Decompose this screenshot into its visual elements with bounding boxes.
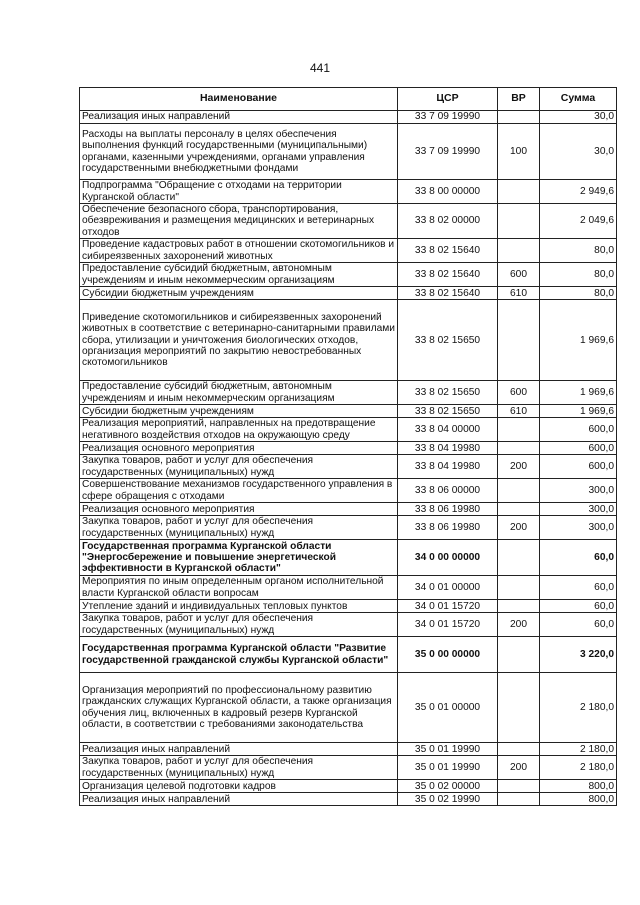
row-vr: 600 — [498, 263, 540, 287]
row-csr: 33 8 04 19980 — [398, 455, 498, 479]
row-vr — [498, 479, 540, 503]
row-sum: 2 180,0 — [540, 756, 617, 780]
row-csr: 33 7 09 19990 — [398, 124, 498, 180]
row-sum: 2 180,0 — [540, 743, 617, 756]
row-csr: 35 0 02 19990 — [398, 793, 498, 806]
row-sum: 60,0 — [540, 540, 617, 576]
row-name: Закупка товаров, работ и услуг для обеспечения государственных (муниципальных) нужд — [80, 455, 398, 479]
table-row — [80, 418, 617, 442]
row-sum: 60,0 — [540, 613, 617, 637]
row-name: Реализация основного мероприятия — [80, 442, 398, 455]
row-name: Обеспечение безопасного сбора, транспортирования, обезвреживания и размещения медицинских и ветеринарных отходов — [80, 204, 398, 239]
row-sum: 600,0 — [540, 418, 617, 442]
row-vr: 610 — [498, 405, 540, 418]
row-csr: 35 0 02 00000 — [398, 780, 498, 793]
row-name: Предоставление субсидий бюджетным, автономным учреждениям и иным некоммерческим организациям — [80, 263, 398, 287]
table-row — [80, 516, 617, 540]
row-vr — [498, 442, 540, 455]
table-row — [80, 455, 617, 479]
row-sum: 800,0 — [540, 780, 617, 793]
row-csr: 33 8 06 19980 — [398, 516, 498, 540]
header-name: Наименование — [80, 88, 398, 111]
table-row — [80, 442, 617, 455]
table-row — [80, 743, 617, 756]
row-vr — [498, 637, 540, 673]
row-vr — [498, 600, 540, 613]
row-name: Субсидии бюджетным учреждениям — [80, 287, 398, 300]
table-row — [80, 637, 617, 673]
row-name: Организация целевой подготовки кадров — [80, 780, 398, 793]
row-vr — [498, 793, 540, 806]
row-csr: 33 8 02 15640 — [398, 287, 498, 300]
row-name: Совершенствование механизмов государственного управления в сфере обращения с отходами — [80, 479, 398, 503]
row-csr: 33 7 09 19990 — [398, 111, 498, 124]
row-sum: 80,0 — [540, 263, 617, 287]
row-name: Субсидии бюджетным учреждениям — [80, 405, 398, 418]
table-row — [80, 405, 617, 418]
row-vr — [498, 418, 540, 442]
row-csr: 35 0 01 19990 — [398, 756, 498, 780]
row-name: Реализация иных направлений — [80, 743, 398, 756]
table-row — [80, 576, 617, 600]
row-sum: 80,0 — [540, 287, 617, 300]
row-vr — [498, 780, 540, 793]
row-sum: 60,0 — [540, 576, 617, 600]
row-name: Организация мероприятий по профессиональному развитию гражданских служащих Курганской области, а также организация обучения лиц, включенных в кадровый резерв Курганской области, в соответствии с требованиями законодательства — [80, 673, 398, 743]
row-csr: 33 8 00 00000 — [398, 180, 498, 204]
row-sum: 80,0 — [540, 239, 617, 263]
row-csr: 34 0 01 15720 — [398, 613, 498, 637]
table-row — [80, 287, 617, 300]
row-name: Закупка товаров, работ и услуг для обеспечения государственных (муниципальных) нужд — [80, 613, 398, 637]
row-sum: 1 969,6 — [540, 405, 617, 418]
table-row — [80, 756, 617, 780]
table-header-row — [80, 88, 617, 111]
row-name: Утепление зданий и индивидуальных тепловых пунктов — [80, 600, 398, 613]
table-row — [80, 204, 617, 239]
row-name: Государственная программа Курганской области "Энергосбережение и повышение энергетической эффективности в Курганской области" — [80, 540, 398, 576]
row-csr: 33 8 06 00000 — [398, 479, 498, 503]
row-sum: 300,0 — [540, 516, 617, 540]
row-vr — [498, 576, 540, 600]
row-name: Мероприятия по иным определенным органом исполнительной власти Курганской области вопросам — [80, 576, 398, 600]
row-csr: 33 8 06 19980 — [398, 503, 498, 516]
row-name: Закупка товаров, работ и услуг для обеспечения государственных (муниципальных) нужд — [80, 756, 398, 780]
table-row — [80, 613, 617, 637]
table-row — [80, 600, 617, 613]
row-csr: 34 0 00 00000 — [398, 540, 498, 576]
row-sum: 300,0 — [540, 479, 617, 503]
row-csr: 35 0 01 00000 — [398, 673, 498, 743]
table-row — [80, 503, 617, 516]
row-csr: 33 8 04 19980 — [398, 442, 498, 455]
row-csr: 35 0 00 00000 — [398, 637, 498, 673]
row-name: Реализация иных направлений — [80, 111, 398, 124]
table-row — [80, 673, 617, 743]
row-csr: 33 8 04 00000 — [398, 418, 498, 442]
table-row — [80, 540, 617, 576]
row-csr: 33 8 02 15640 — [398, 263, 498, 287]
row-csr: 33 8 02 15650 — [398, 300, 498, 381]
budget-table — [79, 87, 617, 806]
row-sum: 2 949,6 — [540, 180, 617, 204]
table-row — [80, 793, 617, 806]
row-csr: 33 8 02 15650 — [398, 405, 498, 418]
row-vr: 600 — [498, 381, 540, 405]
row-vr: 200 — [498, 455, 540, 479]
row-name: Реализация мероприятий, направленных на предотвращение негативного воздействия отходов на окружающую среду — [80, 418, 398, 442]
row-vr — [498, 743, 540, 756]
row-sum: 3 220,0 — [540, 637, 617, 673]
page-number: 441 — [309, 61, 331, 75]
row-vr — [498, 111, 540, 124]
table-row — [80, 111, 617, 124]
row-csr: 33 8 02 00000 — [398, 204, 498, 239]
row-name: Проведение кадастровых работ в отношении скотомогильников и сибиреязвенных захоронений животных — [80, 239, 398, 263]
row-sum: 2 049,6 — [540, 204, 617, 239]
header-csr: ЦСР — [398, 88, 498, 111]
row-vr: 610 — [498, 287, 540, 300]
row-sum: 1 969,6 — [540, 300, 617, 381]
row-vr: 100 — [498, 124, 540, 180]
table-row — [80, 300, 617, 381]
row-sum: 600,0 — [540, 455, 617, 479]
table-row — [80, 263, 617, 287]
row-name: Расходы на выплаты персоналу в целях обеспечения выполнения функций государственными (муниципальными) органами, казенными учреждениями, органами управления государственными внебюджетными фондами — [80, 124, 398, 180]
table-row — [80, 124, 617, 180]
row-vr — [498, 300, 540, 381]
row-name: Государственная программа Курганской области "Развитие государственной гражданской службы Курганской области" — [80, 637, 398, 673]
row-sum: 1 969,6 — [540, 381, 617, 405]
table-row — [80, 780, 617, 793]
row-vr — [498, 180, 540, 204]
row-vr: 200 — [498, 516, 540, 540]
header-sum: Сумма — [540, 88, 617, 111]
row-vr — [498, 673, 540, 743]
row-csr: 35 0 01 19990 — [398, 743, 498, 756]
header-vr: ВР — [498, 88, 540, 111]
row-sum: 2 180,0 — [540, 673, 617, 743]
row-name: Приведение скотомогильников и сибиреязвенных захоронений животных в соответствие с ветеринарно-санитарными правилами сбора, утилизации и уничтожения биологических отходов, организация мероприятий по закрытию невостребованных скотомогильников — [80, 300, 398, 381]
row-name: Реализация основного мероприятия — [80, 503, 398, 516]
table-row — [80, 479, 617, 503]
row-vr: 200 — [498, 613, 540, 637]
row-csr: 34 0 01 00000 — [398, 576, 498, 600]
row-sum: 600,0 — [540, 442, 617, 455]
row-vr: 200 — [498, 756, 540, 780]
row-sum: 300,0 — [540, 503, 617, 516]
row-name: Реализация иных направлений — [80, 793, 398, 806]
row-vr — [498, 239, 540, 263]
row-csr: 34 0 01 15720 — [398, 600, 498, 613]
row-name: Предоставление субсидий бюджетным, автономным учреждениям и иным некоммерческим организациям — [80, 381, 398, 405]
row-sum: 30,0 — [540, 111, 617, 124]
table-row — [80, 381, 617, 405]
row-vr — [498, 204, 540, 239]
row-name: Подпрограмма "Обращение с отходами на территории Курганской области" — [80, 180, 398, 204]
table-row — [80, 180, 617, 204]
row-sum: 800,0 — [540, 793, 617, 806]
row-sum: 30,0 — [540, 124, 617, 180]
table-row — [80, 239, 617, 263]
row-csr: 33 8 02 15650 — [398, 381, 498, 405]
row-sum: 60,0 — [540, 600, 617, 613]
row-vr — [498, 503, 540, 516]
row-csr: 33 8 02 15640 — [398, 239, 498, 263]
row-vr — [498, 540, 540, 576]
row-name: Закупка товаров, работ и услуг для обеспечения государственных (муниципальных) нужд — [80, 516, 398, 540]
